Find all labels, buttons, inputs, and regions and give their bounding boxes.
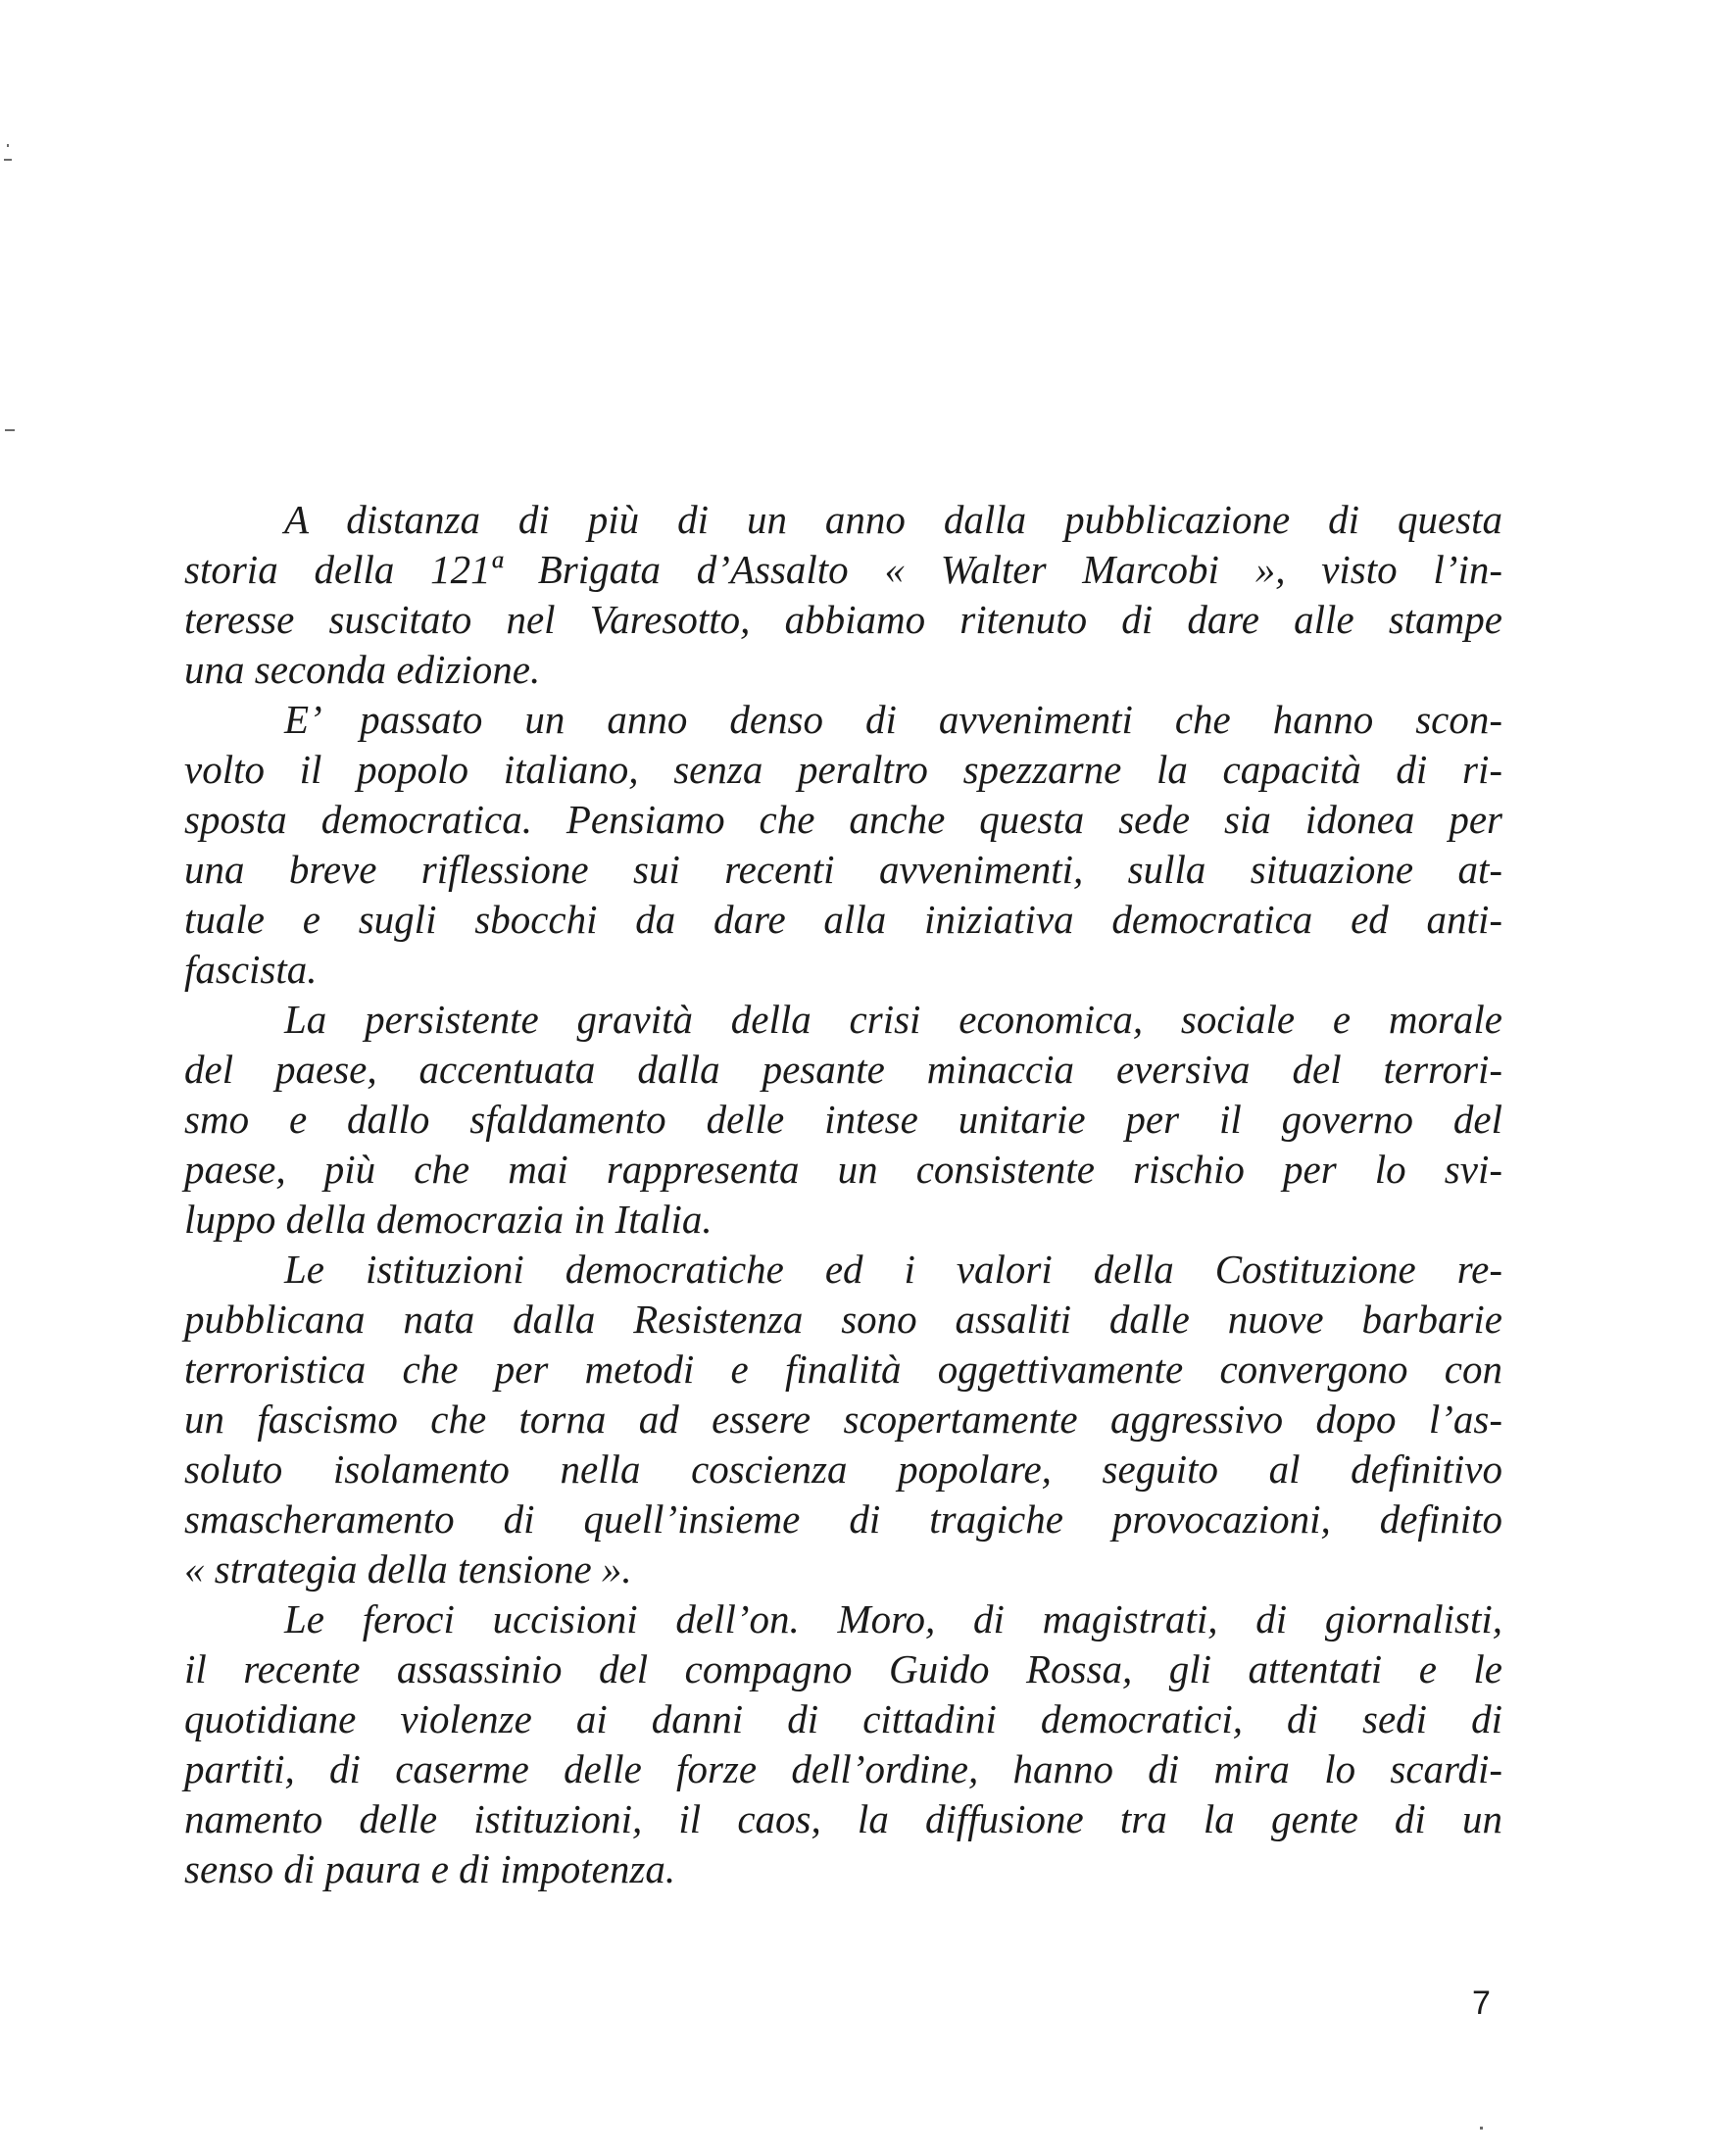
text-line: A distanza di più di un anno dalla pubblicazione di questa	[284, 497, 1502, 542]
scan-speck	[1480, 2127, 1483, 2130]
text-line: senso di paura e di impotenza.	[184, 1846, 676, 1891]
text-line: E’ passato un anno denso di avvenimenti che hanno scon-	[284, 697, 1502, 742]
text-line: una seconda edizione.	[184, 647, 541, 692]
text-line: del paese, accentuata dalla pesante minaccia eversiva del terrori-	[184, 1047, 1502, 1092]
paragraph-5	[184, 1594, 1502, 1894]
scan-speck	[7, 144, 9, 147]
text-line: smascheramento di quell’insieme di tragiche provocazioni, definito	[184, 1496, 1502, 1542]
body-text	[184, 495, 1502, 1894]
text-line: volto il popolo italiano, senza peraltro spezzarne la capacità di ri-	[184, 747, 1502, 792]
page-number: 7	[1472, 1984, 1491, 2022]
text-line: un fascismo che torna ad essere scopertamente aggressivo dopo l’as-	[184, 1396, 1502, 1442]
text-line: Le istituzioni democratiche ed i valori della Costituzione re-	[284, 1247, 1502, 1292]
text-line: il recente assassinio del compagno Guido Rossa, gli attentati e le	[184, 1646, 1502, 1691]
paragraph-2	[184, 695, 1502, 995]
text-line: La persistente gravità della crisi economica, sociale e morale	[284, 997, 1502, 1042]
text-line: smo e dallo sfaldamento delle intese unitarie per il governo del	[184, 1097, 1502, 1142]
text-line: luppo della democrazia in Italia.	[184, 1197, 713, 1242]
text-line: soluto isolamento nella coscienza popolare, seguito al definitivo	[184, 1446, 1502, 1492]
text-line: una breve riflessione sui recenti avvenimenti, sulla situazione at-	[184, 847, 1502, 892]
paragraph-4	[184, 1245, 1502, 1594]
scan-speck	[5, 429, 15, 431]
text-line: paese, più che mai rappresenta un consistente rischio per lo svi-	[184, 1147, 1502, 1192]
text-line: quotidiane violenze ai danni di cittadini democratici, di sedi di	[184, 1696, 1502, 1741]
text-line: fascista.	[184, 947, 318, 992]
text-line: teresse suscitato nel Varesotto, abbiamo ritenuto di dare alle stampe	[184, 597, 1502, 642]
text-line: pubblicana nata dalla Resistenza sono assaliti dalle nuove barbarie	[184, 1297, 1502, 1342]
paragraph-3	[184, 995, 1502, 1245]
paragraph-1	[184, 495, 1502, 695]
text-line: « strategia della tensione ».	[184, 1546, 632, 1592]
text-line: sposta democratica. Pensiamo che anche questa sede sia idonea per	[184, 797, 1502, 842]
scan-speck	[4, 159, 12, 161]
text-line: Le feroci uccisioni dell’on. Moro, di magistrati, di giornalisti,	[284, 1596, 1502, 1642]
text-line: partiti, di caserme delle forze dell’ordine, hanno di mira lo scardi-	[184, 1746, 1502, 1791]
text-line: terroristica che per metodi e finalità oggettivamente convergono con	[184, 1347, 1502, 1392]
text-line: tuale e sugli sbocchi da dare alla iniziativa democratica ed anti-	[184, 897, 1502, 942]
text-line: namento delle istituzioni, il caos, la diffusione tra la gente di un	[184, 1796, 1502, 1841]
text-line: storia della 121ª Brigata d’Assalto « Walter Marcobi », visto l’in-	[184, 547, 1502, 592]
